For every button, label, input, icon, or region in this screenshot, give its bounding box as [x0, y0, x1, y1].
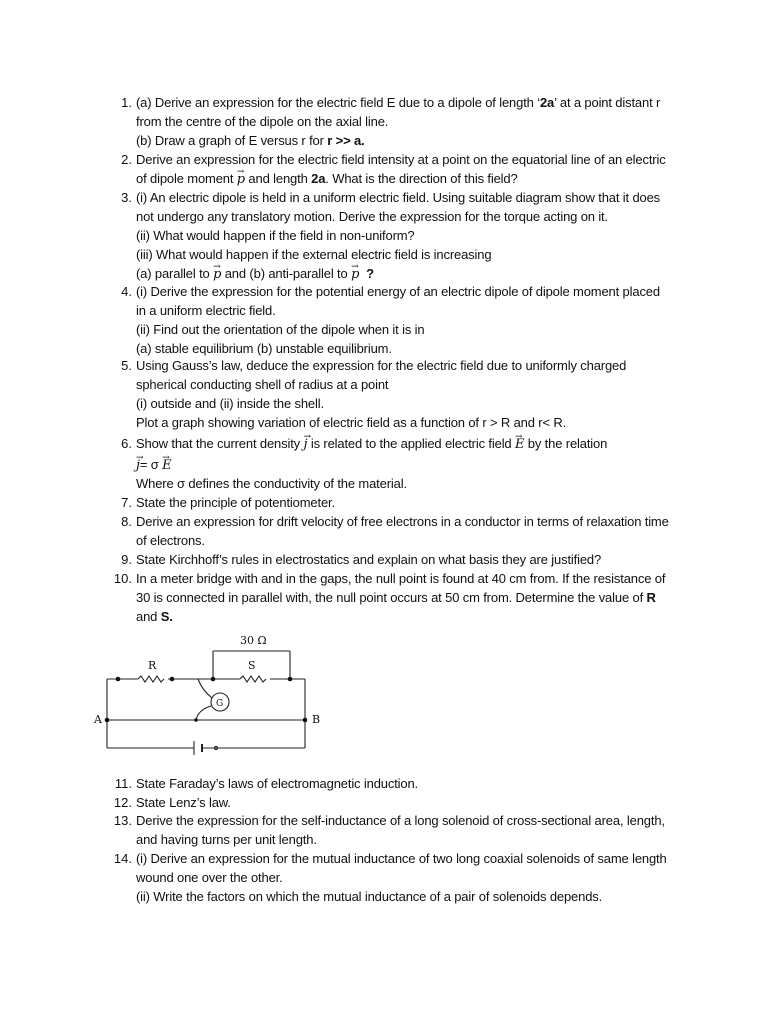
- question-line: (a) Derive an expression for the electric field E due to a dipole of length ‘2a’ at a point distant r: [136, 95, 661, 110]
- question-line: Using Gauss’s law, deduce the expression for the electric field due to uniformly charged: [136, 358, 627, 373]
- vector-p: → p: [351, 267, 359, 282]
- question-line: State Kirchhoff’s rules in electrostatics and explain on what basis they are justified?: [136, 552, 602, 567]
- question-line: (i) An electric dipole is held in a uniform electric field. Using suitable diagram show that it does: [136, 190, 661, 205]
- label-g: G: [216, 699, 224, 709]
- question-number: 2.: [121, 152, 132, 167]
- question-line: (ii) Find out the orientation of the dipole when it is in: [136, 322, 425, 337]
- vector-p: → p: [213, 267, 221, 282]
- question-line: spherical conducting shell of radius at a point: [136, 377, 389, 392]
- vector-E: → E: [162, 458, 171, 473]
- question-line: from the centre of the dipole on the axial line.: [136, 114, 389, 129]
- question-line: (i) outside and (ii) inside the shell.: [136, 396, 324, 411]
- bold-2a: 2a: [311, 171, 326, 186]
- label-a: A: [94, 713, 102, 726]
- resistor-s-symbol: [240, 676, 266, 682]
- question-number: 13.: [113, 813, 132, 828]
- question-line: Where σ defines the conductivity of the material.: [136, 476, 407, 491]
- question-number: 9.: [121, 552, 132, 567]
- vector-E: → E: [515, 437, 524, 452]
- label-30-ohm: 30 Ω: [240, 634, 267, 647]
- question-line: Derive the expression for the self-inductance of a long solenoid of cross-sectional area, length,: [136, 813, 665, 828]
- question-line: (b) Draw a graph of E versus r for r >> a.: [136, 133, 365, 148]
- question-line: (ii) What would happen if the field in non-uniform?: [136, 228, 415, 243]
- question-line: State Lenz’s law.: [136, 795, 231, 810]
- resistor-r-symbol: [138, 676, 164, 682]
- question-line: In a meter bridge with and in the gaps, the null point is found at 40 cm from. If the resistance of: [136, 571, 666, 586]
- label-r: R: [148, 659, 157, 672]
- question-line: State Faraday’s laws of electromagnetic induction.: [136, 776, 419, 791]
- question-line: of electrons.: [136, 533, 205, 548]
- question-number: 4.: [121, 284, 132, 299]
- question-line: (iii) What would happen if the external electric field is increasing: [136, 247, 492, 262]
- question-line: of dipole moment → p and length 2a. What is the direction of this field?: [136, 169, 518, 189]
- question-line: in a uniform electric field.: [136, 303, 276, 318]
- label-s: S: [248, 659, 256, 672]
- question-line: (i) Derive the expression for the potential energy of an electric dipole of dipole moment placed: [136, 284, 660, 299]
- question-number: 11.: [114, 776, 132, 791]
- question-line: not undergo any translatory motion. Derive the expression for the torque acting on it.: [136, 209, 608, 224]
- question-number: 10.: [113, 571, 132, 586]
- question-line: and having turns per unit length.: [136, 832, 317, 847]
- question-line: Plot a graph showing variation of electric field as a function of r > R and r< R.: [136, 415, 567, 430]
- question-number: 6.: [121, 436, 132, 451]
- question-number: 3.: [121, 190, 132, 205]
- question-line: State the principle of potentiometer.: [136, 495, 335, 510]
- question-number: 7.: [121, 495, 132, 510]
- question-line: wound one over the other.: [136, 870, 283, 885]
- question-line: → j= σ → E: [136, 455, 171, 475]
- meter-bridge-circuit-diagram: [90, 628, 330, 758]
- bold-r-gg-a: r >> a.: [327, 133, 365, 148]
- question-line: 30 is connected in parallel with, the null point occurs at 50 cm from. Determine the value of R: [136, 590, 656, 605]
- question-line: Derive an expression for the electric field intensity at a point on the equatorial line of an electric: [136, 152, 666, 167]
- question-number: 12.: [113, 795, 132, 810]
- question-number: 14.: [113, 851, 132, 866]
- question-number: 8.: [121, 514, 132, 529]
- question-line: Show that the current density → j is related to the applied electric field → E by the relation: [136, 434, 607, 454]
- bold-2a: 2a: [539, 95, 555, 110]
- vector-j: → j: [136, 458, 140, 473]
- question-number: 1.: [121, 95, 132, 110]
- question-line: (ii) Write the factors on which the mutual inductance of a pair of solenoids depends.: [136, 889, 603, 904]
- question-line: (i) Derive an expression for the mutual inductance of two long coaxial solenoids of same length: [136, 851, 667, 866]
- vector-j: → j: [303, 437, 307, 452]
- vector-p: → p: [237, 172, 245, 187]
- question-line: Derive an expression for drift velocity of free electrons in a conductor in terms of relaxation time: [136, 514, 669, 529]
- question-line: (a) stable equilibrium (b) unstable equilibrium.: [136, 341, 392, 356]
- question-number: 5.: [121, 358, 132, 373]
- question-line: and S.: [136, 609, 173, 624]
- question-line: (a) parallel to → p and (b) anti-parallel to → p ?: [136, 264, 374, 284]
- label-b: B: [312, 713, 321, 726]
